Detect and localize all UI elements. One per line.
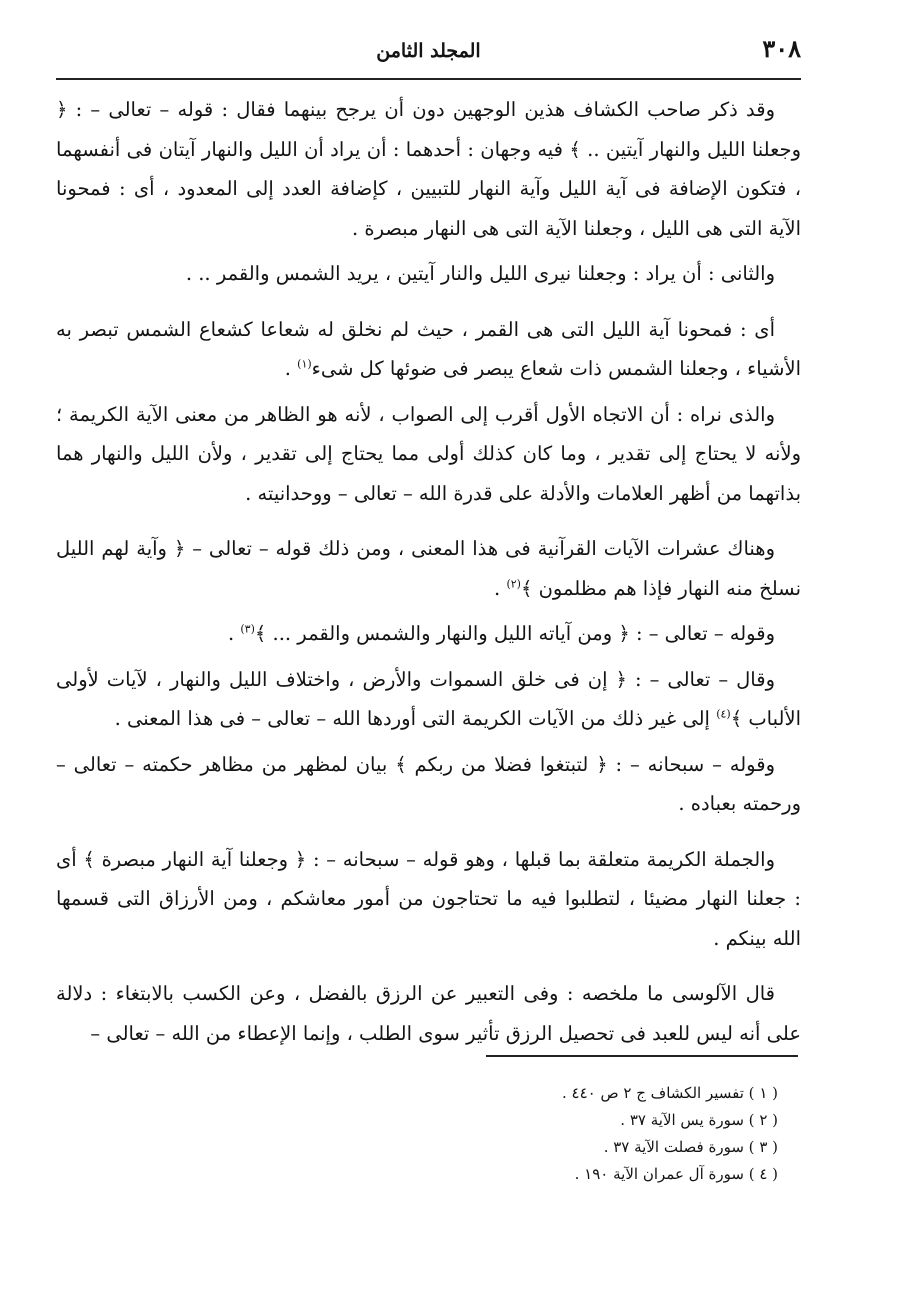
footnote: ( ٣ ) سورة فصلت الآية ٣٧ . — [603, 1138, 778, 1156]
footnote-marker: (١) — [297, 357, 312, 371]
footnote: ( ٢ ) سورة يس الآية ٣٧ . — [620, 1111, 778, 1129]
page-number: ٣٠٨ — [762, 34, 801, 63]
footnotes — [400, 1080, 778, 1188]
footnote-marker: (٣) — [240, 622, 255, 636]
running-title: المجلد الثامن — [376, 40, 481, 62]
footnote: ( ١ ) تفسير الكشاف ج ٢ ص ٤٤٠ . — [562, 1084, 778, 1102]
footnote: ( ٤ ) سورة آل عمران الآية ١٩٠ . — [574, 1165, 778, 1183]
paragraph: أى : فمحونا آية الليل التى هى القمر ، حيث لم نخلق له شعاعا كشعاع الشمس تبصر به الأشياء ، وجعلنا الشمس ذات شعاع يبصر فى ضوئها كل شىء$^{(١)}$ . — [56, 317, 801, 380]
paragraph: والجملة الكريمة متعلقة بما قبلها ، وهو قوله – سبحانه – : ﴿ وجعلنا آية النهار مبصرة ﴾ أى : جعلنا النهار مضيئا ، لتطلبوا فيه ما تحتاجون من أمور معاشكم ، ومن الأرزاق التى قسمها الله بينكم . — [56, 847, 801, 950]
paragraph: قال الآلوسى ما ملخصه : وفى التعبير عن الرزق بالفضل ، وعن الكسب بالابتغاء : دلالة على أنه ليس للعبد فى تحصيل الرزق تأثير سوى الطلب ، وإنما الإعطاء من الله – تعالى – — [56, 982, 801, 1045]
footnote-rule — [486, 1055, 798, 1057]
paragraph: وقد ذكر صاحب الكشاف هذين الوجهين دون أن يرجح بينهما فقال : قوله – تعالى – : ﴿ وجعلنا الليل والنهار آيتين .. ﴾ فيه وجهان : أحدهما : أن يراد أن الليل والنهار آيتان فى أنفسهما ، فتكون الإضافة فى آية الليل وآية النهار للتبيين ، كإضافة العدد إلى المعدود ، أى : فمحونا الآية التى هى الليل ، وجعلنا الآية التى هى النهار مبصرة . — [56, 98, 801, 240]
paragraph: والثانى : أن يراد : وجعلنا نيرى الليل والنار آيتين ، يريد الشمس والقمر .. . — [185, 262, 775, 285]
footnote-marker: (٢) — [506, 577, 521, 590]
paragraph: والذى نراه : أن الاتجاه الأول أقرب إلى الصواب ، لأنه هو الظاهر من معنى الآية الكريمة ؛ ولأنه لا يحتاج إلى تقدير ، وما كان كذلك أولى مما يحتاج إلى تقدير ، ولأن الليل والنهار هما بذاتهما من أظهر العلامات والأدلة على قدرة الله – تعالى – ووحدانيته . — [56, 402, 801, 505]
body-text — [56, 90, 801, 1059]
page-header — [56, 30, 801, 76]
paragraph: وقوله – سبحانه – : ﴿ لتبتغوا فضلا من ربكم ﴾ بيان لمظهر من مظاهر حكمته – تعالى – ورحمته بعباده . — [56, 752, 801, 815]
paragraph: وقوله – تعالى – : ﴿ ومن آياته الليل والنهار والشمس والقمر ... ﴾$^{(٣)}$ . — [227, 622, 775, 645]
paragraph: وهناك عشرات الآيات القرآنية فى هذا المعنى ، ومن ذلك قوله – تعالى – ﴿ وآية لهم الليل نسلخ منه النهار فإذا هم مظلمون ﴾$^{(٢)}$ . — [56, 537, 801, 600]
header-rule — [56, 78, 801, 80]
footnote-marker: (٤) — [716, 707, 731, 721]
paragraph: وقال – تعالى – : ﴿ إن فى خلق السموات والأرض ، واختلاف الليل والنهار ، لآيات لأولى الألباب ﴾$^{(٤)}$ إلى غير ذلك من الآيات الكريمة التى أوردها الله – تعالى – فى هذا المعنى . — [56, 667, 801, 730]
